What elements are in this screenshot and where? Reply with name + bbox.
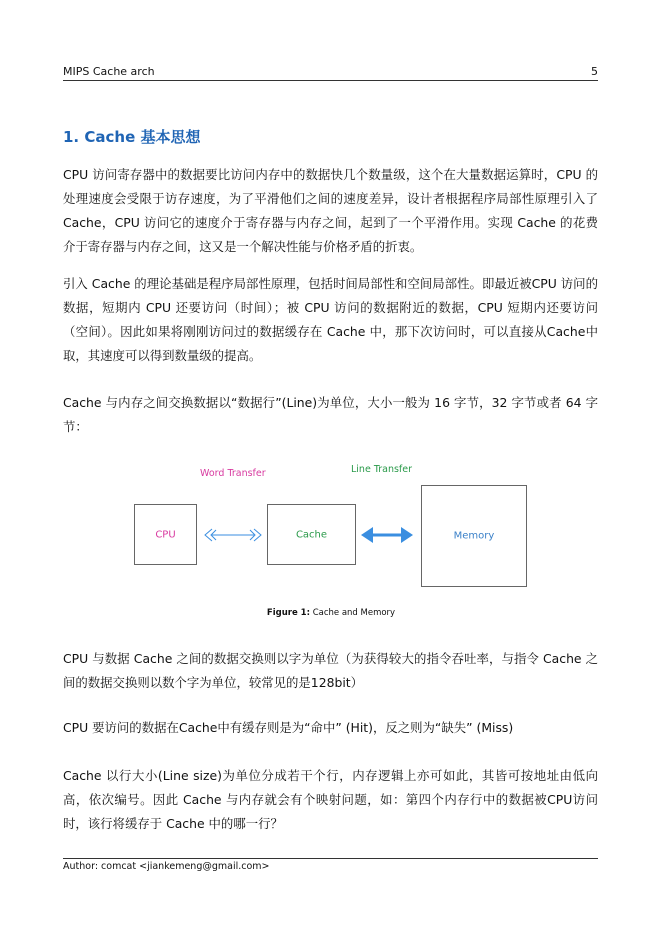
paragraph-locality-principle: 引入 Cache 的理论基础是程序局部性原理，包括时间局部性和空间局部性。即最近被CPU 访问的数据，短期内 CPU 还要访问（时间）；被 CPU 访问的数据附近的数据，CPU 短期内还要访问（空间）。因此如果将刚刚访问过的数据缓存在 Cache 中，那下次访问时，可以直接从Cache中取，其速度可以得到数量级的提高。 [63, 276, 598, 363]
memory-label: Memory [453, 530, 495, 542]
page-footer [63, 858, 598, 872]
word-transfer-arrow [205, 529, 261, 541]
word-transfer-label: Word Transfer [200, 468, 266, 479]
section-title: Cache 基本思想 [84, 128, 201, 146]
page-header [63, 64, 598, 81]
section-heading [63, 126, 200, 147]
line-transfer-label: Line Transfer [351, 464, 413, 475]
paragraph-hit-miss: CPU 要访问的数据在Cache中有缓存则是为“命中” (Hit)，反之则为“缺失” (Miss) [63, 720, 514, 735]
cpu-label: CPU [155, 529, 176, 540]
page-number: 5 [591, 65, 598, 78]
paragraph-mapping-question: Cache 以行大小(Line size)为单位分成若干个行，内存逻辑上亦可如此，其皆可按地址由低向高，依次编号。因此 Cache 与内存就会有个映射问题，如：第四个内存行中的数据被CPU访问时，该行将缓存于 Cache 中的哪一行？ [63, 768, 598, 831]
cache-label: Cache [295, 529, 328, 540]
section-number: 1. [63, 128, 80, 146]
paragraph-word-exchange: CPU 与数据 Cache 之间的数据交换则以字为单位（为获得较大的指令吞吐率，与指令 Cache 之间的数据交换则以数个字为单位，较常见的是128bit） [63, 651, 598, 690]
footer-author: Author: comcat <jiankemeng@gmail.com> [63, 861, 270, 872]
caption-text: Cache and Memory [312, 608, 396, 618]
caption-prefix: Figure 1: [266, 608, 310, 618]
cache-memory-figure [0, 455, 662, 625]
figure-arrows [0, 455, 662, 625]
paragraph-line-unit: Cache 与内存之间交换数据以“数据行”(Line)为单位，大小一般为 16 字节，32 字节或者 64 字节： [63, 395, 598, 434]
line-transfer-arrow [361, 527, 413, 543]
figure-caption [0, 608, 662, 618]
paragraph-cache-motivation: CPU 访问寄存器中的数据要比访问内存中的数据快几个数量级，这个在大量数据运算时，CPU 的处理速度会受限于访存速度，为了平滑他们之间的速度差异，设计者根据程序局部性原理引入了Cache，CPU 访问它的速度介于寄存器与内存之间，起到了一个平滑作用。实现 Cache 的花费介于寄存器与内存之间，这又是一个解决性能与价格矛盾的折衷。 [63, 167, 598, 254]
header-title: MIPS Cache arch [63, 65, 155, 78]
